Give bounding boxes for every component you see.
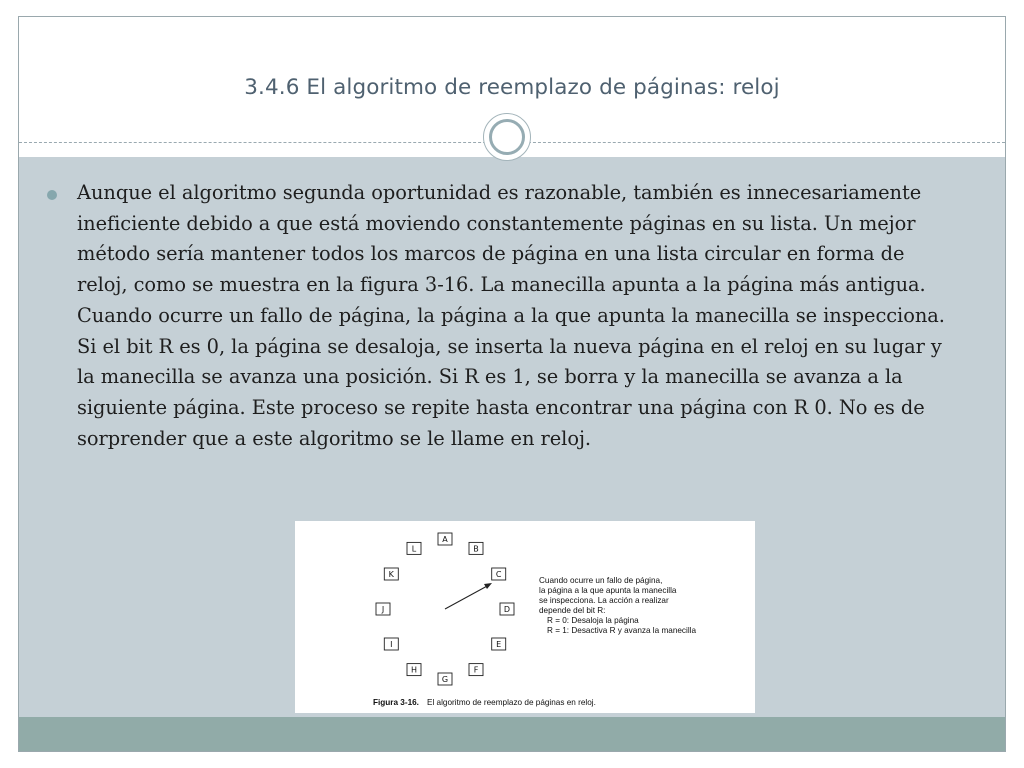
content-area — [19, 157, 1005, 717]
page-label-j: J — [381, 605, 385, 614]
page-box-e — [492, 638, 506, 650]
page-box-c — [492, 568, 506, 580]
page-label-e: E — [496, 640, 502, 649]
page-label-g: G — [441, 675, 449, 684]
page-label-f: F — [473, 665, 479, 675]
figure-caption-text: El algoritmo de reemplazo de páginas en reloj. — [427, 698, 596, 707]
page-label-c: C — [495, 570, 502, 579]
page-label-i: I — [390, 640, 393, 649]
page-label-l: L — [411, 544, 417, 554]
page-box-g — [438, 673, 452, 685]
page-label-k: K — [388, 570, 394, 579]
page-box-l — [407, 542, 421, 554]
bullet-icon — [47, 190, 57, 200]
page-box-b — [469, 542, 483, 554]
page-box-f — [469, 664, 483, 676]
page-box-i — [384, 638, 398, 650]
bullet-text: Aunque el algoritmo segunda oportunidad es razonable, también es innecesariamente ineficiente debido a que está moviendo constantemente páginas en su lista. Un mejor método sería mantener todos los marcos de página en una lista circular en forma de reloj, como se muestra en la figura 3-16. La manecilla apunta a la página más antigua. Cuando ocurre un fallo de página, la página a la que apunta la manecilla se inspecciona. Si el bit R es 0, la página se desaloja, se inserta la nueva página en el reloj en su lugar y la manecilla se avanza una posición. Si R es 1, se borra y la manecilla se avanza a la siguiente página. Este proceso se repite hasta encontrar una página con R 0. No es de sorprender que a este algoritmo se le llame en reloj. — [77, 181, 945, 450]
page-box-a — [438, 533, 452, 545]
bullet-item — [47, 178, 957, 454]
clock-figure — [295, 521, 755, 713]
page-box-d — [500, 603, 514, 615]
slide — [18, 16, 1006, 752]
description-line-5: R = 0: Desaloja la página — [547, 616, 639, 625]
title-circle-ornament — [483, 113, 531, 161]
page-label-d: D — [503, 605, 511, 614]
clock-hand-arrowhead — [484, 583, 492, 589]
clock-diagram — [295, 521, 755, 713]
page-label-b: B — [473, 544, 479, 554]
page-label-h: H — [410, 665, 418, 675]
figure-caption-label: Figura 3-16. — [373, 698, 419, 707]
page-box-h — [407, 664, 421, 676]
clock-hand — [445, 585, 489, 609]
description-line-2: la página a la que apunta la manecilla — [539, 586, 677, 595]
description-line-3: se inspecciona. La acción a realizar — [539, 596, 669, 605]
footer-bar — [19, 717, 1005, 752]
slide-title: 3.4.6 El algoritmo de reemplazo de páginas: reloj — [244, 75, 780, 100]
description-line-6: R = 1: Desactiva R y avanza la manecilla — [547, 626, 697, 635]
page-label-a: A — [442, 535, 448, 544]
description-line-1: Cuando ocurre un fallo de página, — [539, 576, 663, 585]
page-box-j — [376, 603, 390, 615]
page-box-k — [384, 568, 398, 580]
description-line-4: depende del bit R: — [539, 606, 606, 615]
